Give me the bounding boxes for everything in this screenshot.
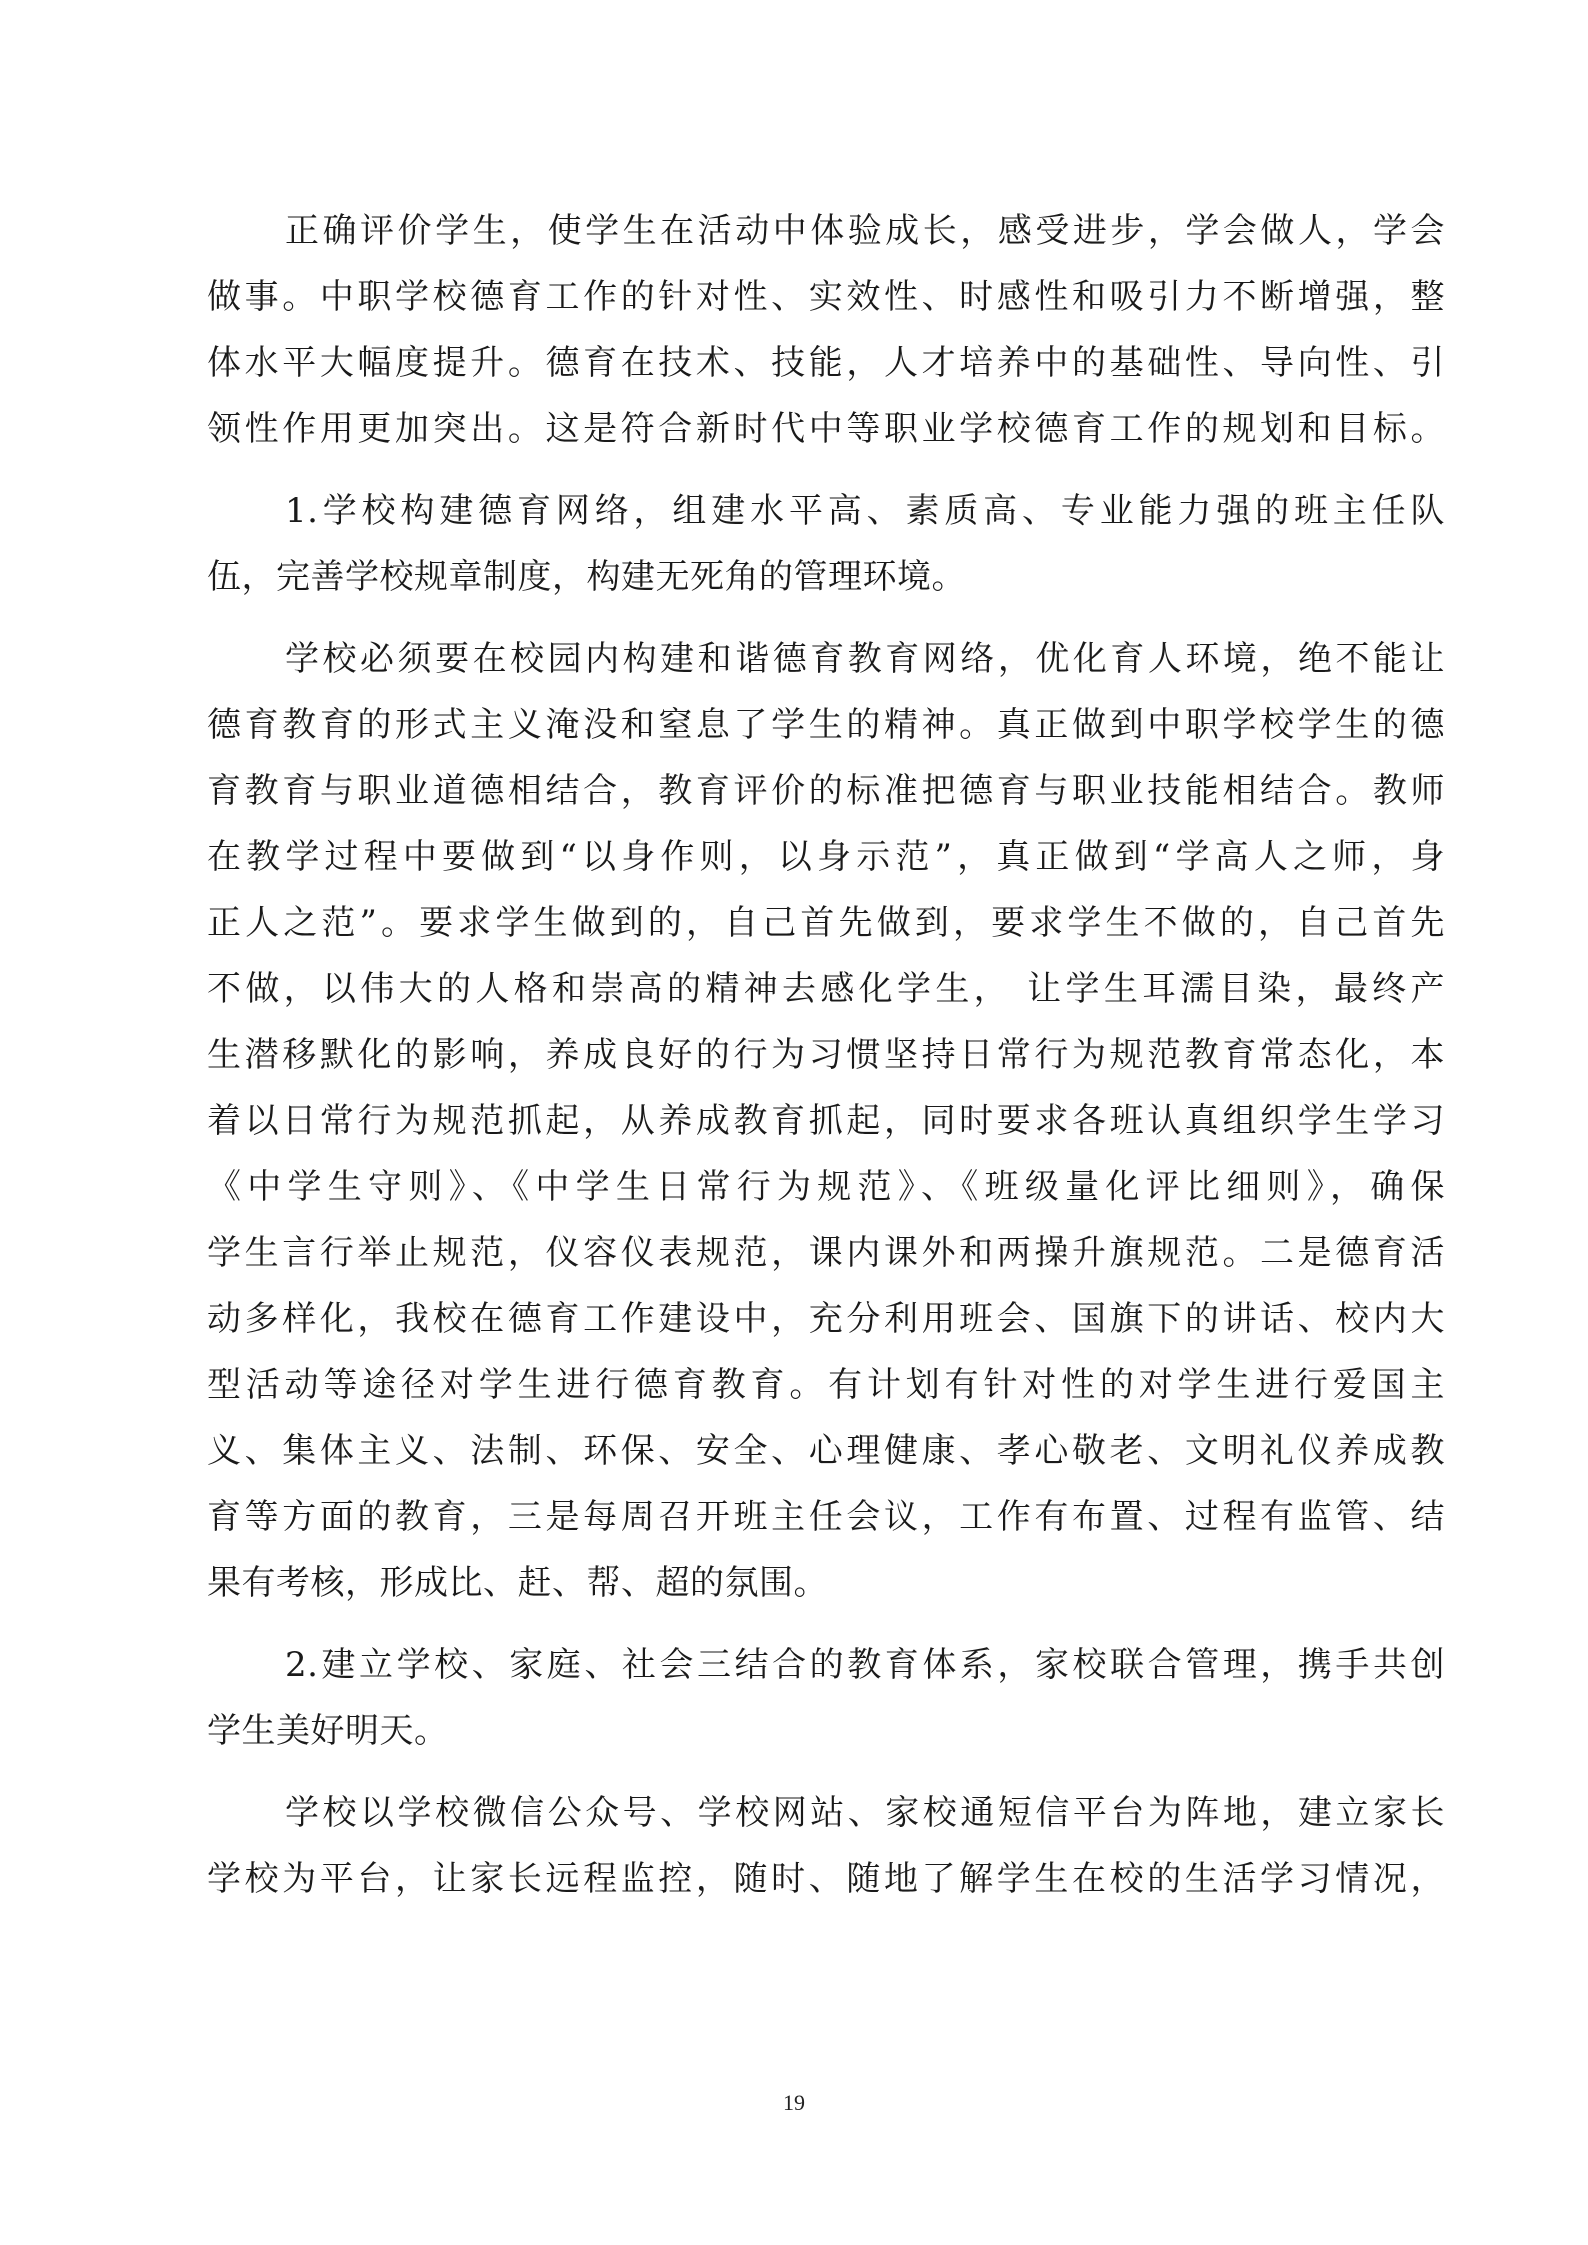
text-line: 学校以学校微信公众号、学校网站、家校通短信平台为阵地，建立家长	[285, 1793, 1445, 1833]
text-line: 德育教育的形式主义淹没和窒息了学生的精神。真正做到中职学校学生的德	[207, 705, 1445, 745]
text-line: 《中学生守则》、《中学生日常行为规范》、《班级量化评比细则》，确保	[207, 1167, 1445, 1207]
page-number: 19	[783, 2090, 805, 2115]
text-line: 体水平大幅度提升。德育在技术、技能，人才培养中的基础性、导向性、引	[207, 343, 1445, 383]
text-line: 动多样化，我校在德育工作建设中，充分利用班会、国旗下的讲话、校内大	[207, 1299, 1445, 1339]
paragraph-3	[207, 626, 1445, 1616]
text-line: 领性作用更加突出。这是符合新时代中等职业学校德育工作的规划和目标。	[207, 409, 1445, 449]
text-line: 义、集体主义、法制、环保、安全、心理健康、孝心敬老、文明礼仪养成教	[207, 1431, 1445, 1471]
text-line: 不做，以伟大的人格和崇高的精神去感化学生， 让学生耳濡目染，最终产	[207, 969, 1445, 1009]
text-line: 学校必须要在校园内构建和谐德育教育网络，优化育人环境，绝不能让	[285, 639, 1445, 679]
text-line: 正确评价学生，使学生在活动中体验成长，感受进步，学会做人，学会	[285, 211, 1445, 251]
text-line: 正人之范”。要求学生做到的，自己首先做到，要求学生不做的，自己首先	[207, 903, 1445, 943]
text-line: 在教学过程中要做到“以身作则，以身示范”，真正做到“学高人之师，身	[207, 837, 1445, 877]
text-line: 做事。中职学校德育工作的针对性、实效性、时感性和吸引力不断增强，整	[207, 277, 1445, 317]
paragraph-1	[207, 198, 1445, 462]
paragraph-2-heading-1	[207, 478, 1445, 610]
text-line: 育等方面的教育，三是每周召开班主任会议，工作有布置、过程有监管、结	[207, 1497, 1445, 1537]
text-line: 伍，完善学校规章制度，构建无死角的管理环境。	[207, 557, 966, 597]
paragraph-5	[207, 1780, 1445, 1912]
text-line: 育教育与职业道德相结合，教育评价的标准把德育与职业技能相结合。教师	[207, 771, 1445, 811]
text-line: 1.学校构建德育网络，组建水平高、素质高、专业能力强的班主任队	[285, 491, 1445, 531]
text-line: 2.建立学校、家庭、社会三结合的教育体系，家校联合管理，携手共创	[285, 1645, 1445, 1685]
text-line: 学生言行举止规范，仪容仪表规范，课内课外和两操升旗规范。二是德育活	[207, 1233, 1445, 1273]
text-line: 学生美好明天。	[207, 1711, 449, 1751]
text-line: 生潜移默化的影响，养成良好的行为习惯坚持日常行为规范教育常态化，本	[207, 1035, 1445, 1075]
document-body	[207, 198, 1445, 1912]
text-line: 学校为平台，让家长远程监控，随时、随地了解学生在校的生活学习情况，	[207, 1859, 1445, 1899]
text-line: 着以日常行为规范抓起，从养成教育抓起，同时要求各班认真组织学生学习	[207, 1101, 1445, 1141]
text-line: 型活动等途径对学生进行德育教育。有计划有针对性的对学生进行爱国主	[207, 1365, 1445, 1405]
text-line: 果有考核，形成比、赶、帮、超的氛围。	[207, 1563, 828, 1603]
paragraph-4-heading-2	[207, 1632, 1445, 1764]
